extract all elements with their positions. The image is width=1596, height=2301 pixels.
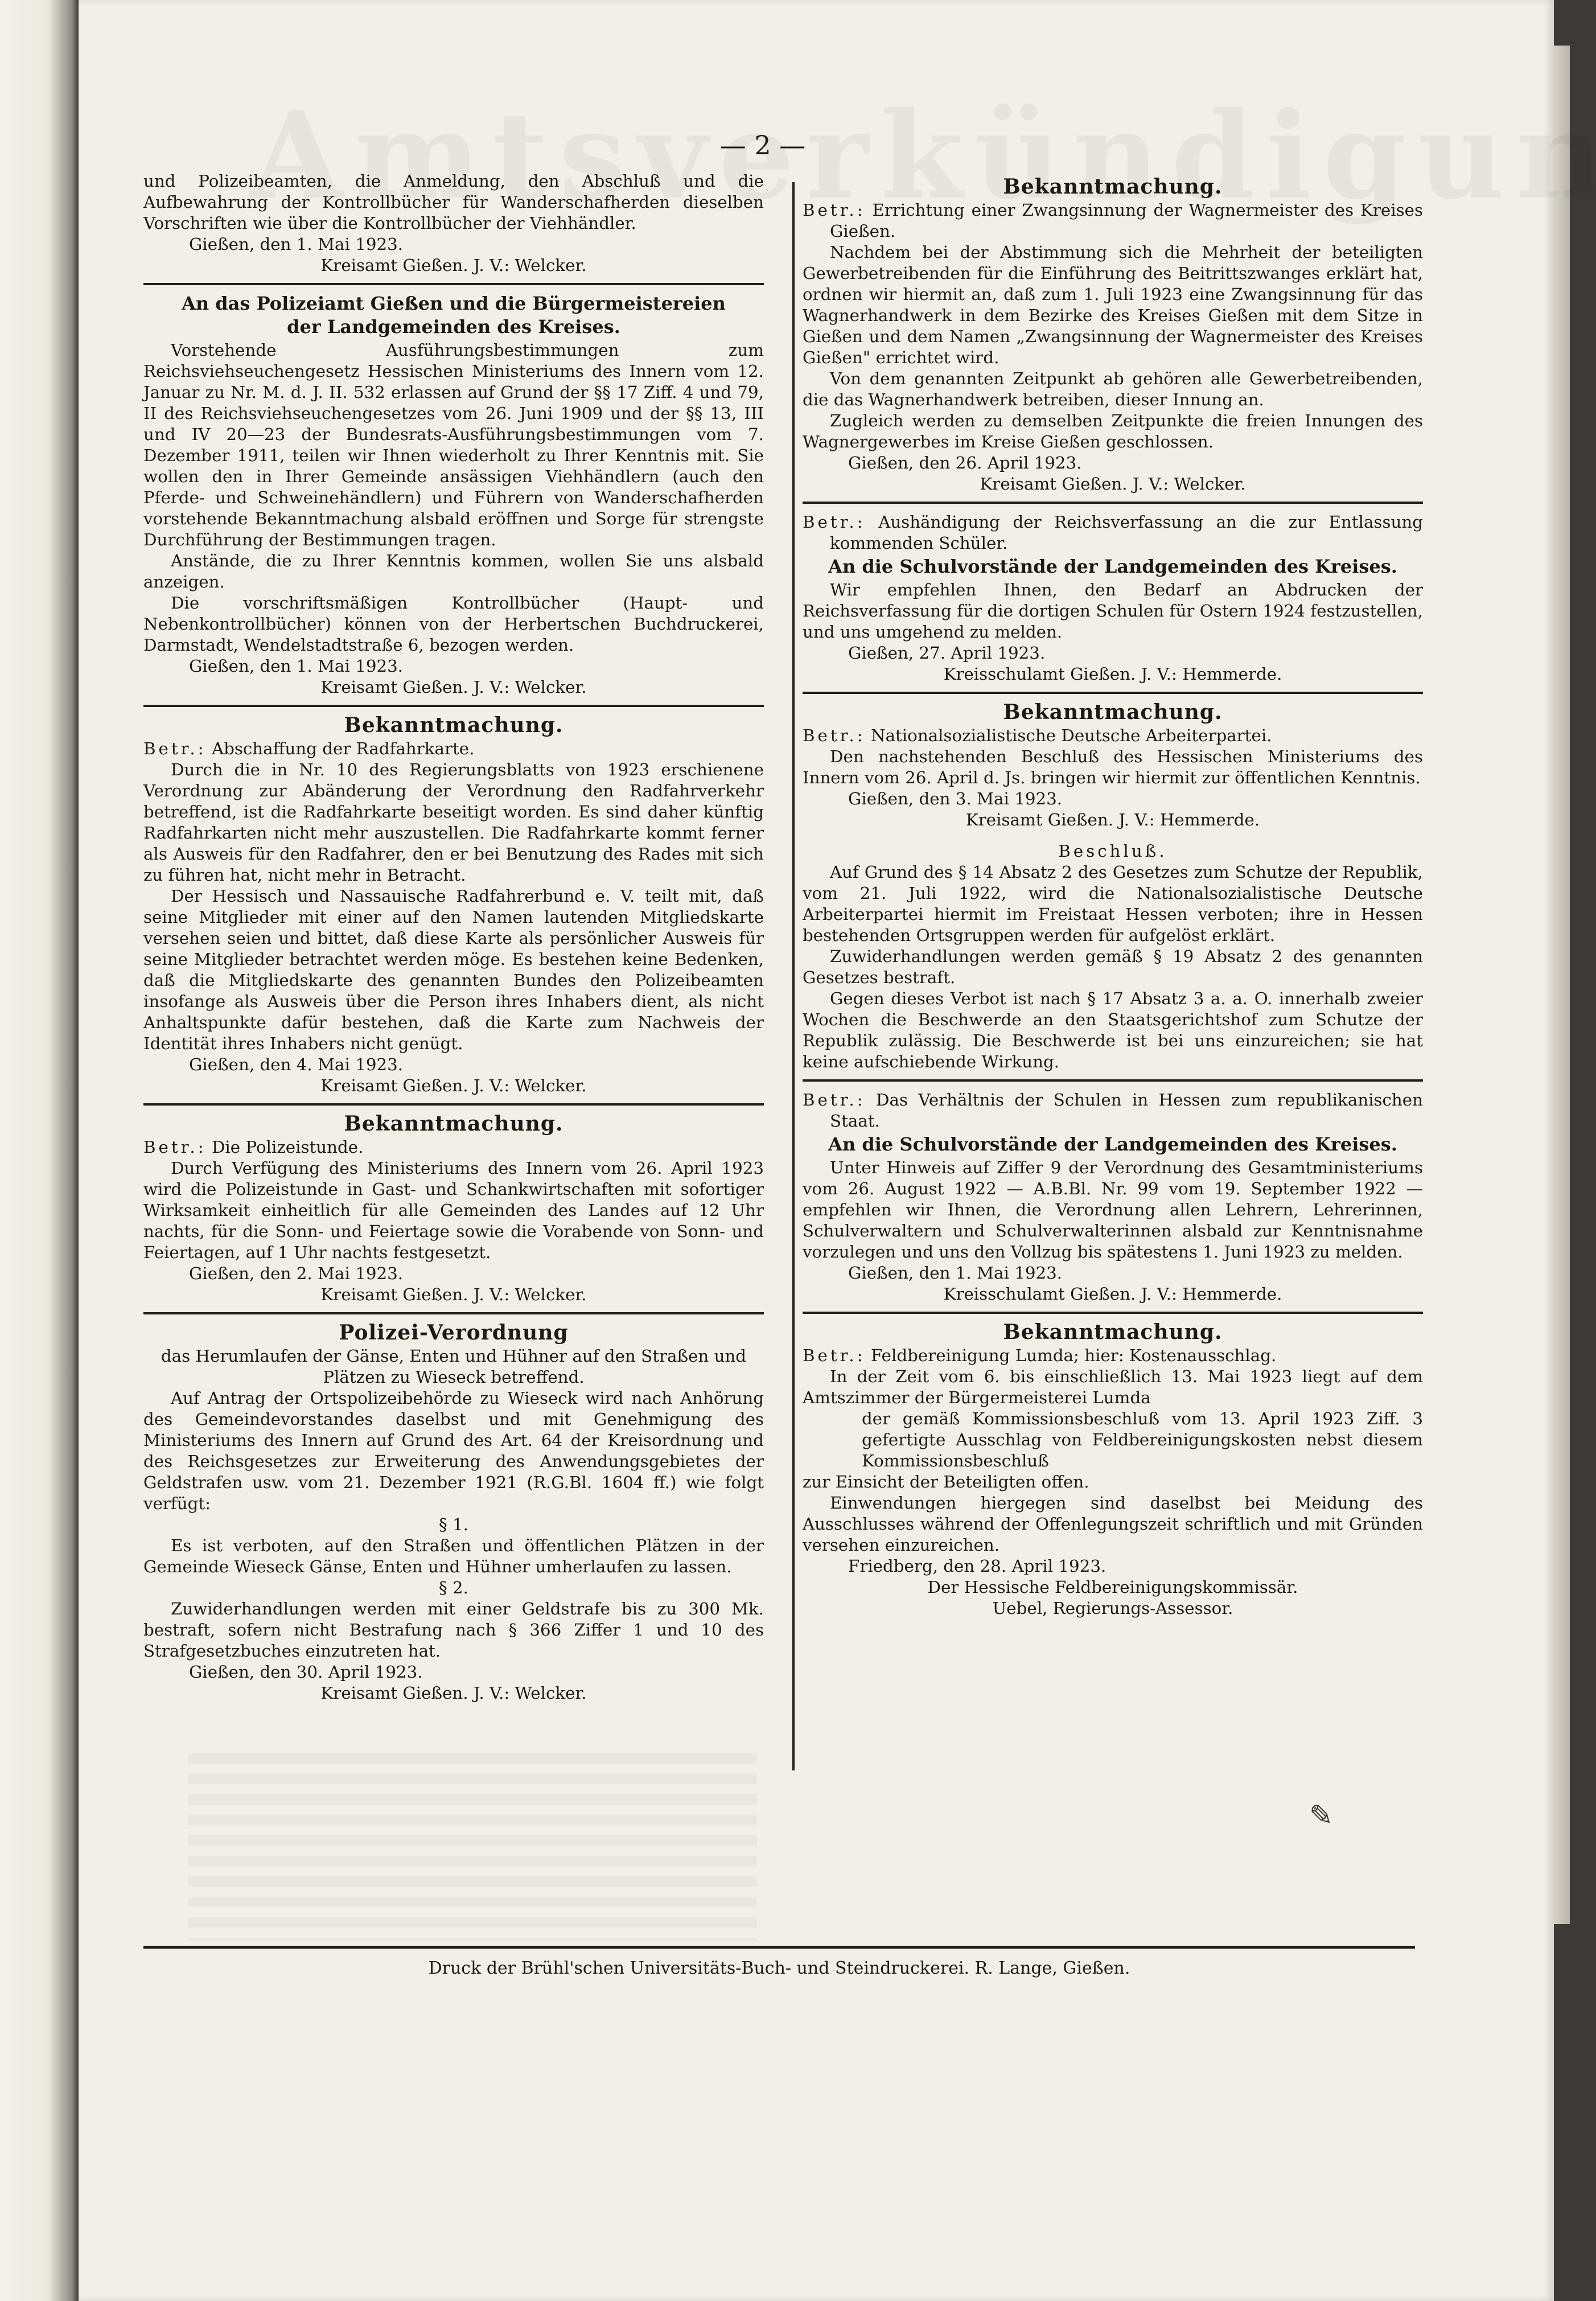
- left-column: [143, 171, 764, 1704]
- notice-subject: [803, 725, 1423, 746]
- notice-signature: Kreisamt Gießen. J. V.: Welcker.: [320, 1076, 587, 1095]
- notice-signature: Kreisamt Gießen. J. V.: Welcker.: [320, 1285, 587, 1304]
- left-notice-radfahrkarte: [143, 715, 764, 1096]
- notice-date: Gießen, den 4. Mai 1923.: [189, 1055, 404, 1074]
- notice-subject: [803, 1345, 1423, 1366]
- notice-subject: [143, 1137, 764, 1158]
- notice-heading: Bekanntmachung.: [344, 713, 563, 737]
- notice-paragraph: Zugleich werden zu demselben Zeitpunkte die freien Innungen des Wagnergewerbes im Kreise Gießen geschlossen.: [803, 411, 1423, 451]
- notice-heading: An die Schulvorstände der Landgemeinden des Kreises.: [828, 1133, 1397, 1155]
- betr-text: Errichtung einer Zwangsinnung der Wagnermeister des Kreises Gießen.: [830, 200, 1423, 241]
- printer-imprint: Druck der Brühl'schen Universitäts-Buch- und Steindruckerei. R. Lange, Gießen.: [428, 1958, 1130, 1978]
- notice-paragraph: zur Einsicht der Beteiligten offen.: [803, 1472, 1089, 1491]
- betr-label: Betr.:: [803, 200, 866, 220]
- betr-label: Betr.:: [803, 1090, 866, 1110]
- notice-signature: Kreisamt Gießen. J. V.: Welcker.: [980, 474, 1246, 494]
- notice-heading-line2: der Landgemeinden des Kreises.: [287, 316, 620, 338]
- divider-rule: [143, 1312, 764, 1314]
- column-divider: [792, 182, 795, 1770]
- divider-rule: [803, 502, 1423, 504]
- notice-paragraph: Zuwiderhandlungen werden gemäß § 19 Absatz 2 des genannten Gesetzes bestraft.: [803, 947, 1423, 987]
- notice-signature: Kreisschulamt Gießen. J. V.: Hemmerde.: [943, 664, 1282, 684]
- notice-paragraph: Anstände, die zu Ihrer Kenntnis kommen, wollen Sie uns alsbald anzeigen.: [143, 551, 764, 591]
- notice-subject: [803, 200, 1423, 242]
- notice-signature-line2: Uebel, Regierungs-Assessor.: [992, 1599, 1233, 1618]
- notice-date: Gießen, den 3. Mai 1923.: [848, 789, 1063, 808]
- notice-paragraph: Von dem genannten Zeitpunkt ab gehören alle Gewerbetreibenden, die das Wagnerhandwerk betreiben, dieser Innung an.: [803, 369, 1423, 409]
- notice-paragraph: Gegen dieses Verbot ist nach § 17 Absatz 3 a. a. O. innerhalb zweier Wochen die Beschwerde an den Staatsgerichtshof zum Schutze der Republik zulässig. Die Beschwerde ist bei uns einzureichen; sie hat keine aufschiebende Wirkung.: [803, 989, 1423, 1071]
- intro-text: und Polizeibeamten, die Anmeldung, den Abschluß und die Aufbewahrung der Kontrollbücher für Wanderschafherden dieselben Vorschriften wie über die Kontrollbücher der Viehhändler.: [143, 171, 764, 233]
- footer-rule: [143, 1946, 1415, 1949]
- left-notice-polizei-verordnung: [143, 1322, 764, 1704]
- section-mark: § 1.: [439, 1515, 468, 1534]
- notice-paragraph: Durch die in Nr. 10 des Regierungsblatts von 1923 erschienene Verordnung zur Abänderung der Verordnung den Radfahrverkehr betreffend, ist die Radfahrkarte beseitigt worden. Es sind daher künftig Radfahrkarten nicht mehr auszustellen. Die Radfahrkarte kommt ferner als Ausweis für den Radfahrer, den er bei Benutzung des Rades mit sich zu führen hat, nicht mehr in Betracht.: [143, 760, 764, 885]
- notice-paragraph: Der Hessisch und Nassauische Radfahrerbund e. V. teilt mit, daß seine Mitglieder mit einer auf den Namen lautenden Mitgliedskarte versehen seien und bittet, daß diese Karte als persönlicher Ausweis für seine Mitglieder betrachtet werden möge. Es bestehen keine Bedenken, daß die Mitgliedskarte des genannten Bundes den Polizeibeamten insofange als Ausweis über die Person ihres Inhabers dient, als nicht Anhaltspunkte dafür bestehen, daß die Karte zum Nachweis der Identität ihres Inhabers nicht genügt.: [143, 886, 764, 1053]
- betr-label: Betr.:: [803, 1346, 866, 1365]
- notice-heading: Bekanntmachung.: [1003, 175, 1223, 199]
- notice-subheading: das Herumlaufen der Gänse, Enten und Hühner auf den Straßen und Plätzen zu Wieseck betreffend.: [161, 1346, 747, 1387]
- divider-rule: [803, 692, 1423, 694]
- notice-paragraph: In der Zeit vom 6. bis einschließlich 13. Mai 1923 liegt auf dem Amtszimmer der Bürgermeisterei Lumda: [803, 1367, 1423, 1407]
- betr-text: Nationalsozialistische Deutsche Arbeiterpartei.: [870, 726, 1272, 745]
- betr-text: Die Polizeistunde.: [211, 1137, 364, 1157]
- notice-heading: Bekanntmachung.: [1003, 1320, 1223, 1344]
- notice-signature-line1: Der Hessische Feldbereinigungskommissär.: [927, 1577, 1298, 1597]
- divider-rule: [803, 1079, 1423, 1082]
- notice-subject: [803, 1090, 1423, 1132]
- left-intro: [143, 171, 764, 276]
- right-notice-reichsverfassung: [803, 512, 1423, 685]
- betr-text: Aushändigung der Reichsverfassung an die zur Entlassung kommenden Schüler.: [830, 512, 1423, 553]
- page-number: — 2 —: [719, 130, 806, 161]
- notice-paragraph: Wir empfehlen Ihnen, den Bedarf an Abdrucken der Reichsverfassung für die dortigen Schulen für Ostern 1924 festzustellen, und uns umgehend zu melden.: [803, 580, 1423, 642]
- notice-paragraph: Auf Antrag der Ortspolizeibehörde zu Wieseck wird nach Anhörung des Gemeindevorstandes daselbst und mit Genehmigung des Ministeriums des Innern auf Grund des Art. 64 der Kreisordnung und des Reichsgesetzes zur Erweiterung des Anwendungsgebietes der Geldstrafen usw. vom 21. Dezember 1921 (R.G.Bl. 1604 ff.) wie folgt verfügt:: [143, 1388, 764, 1513]
- adjacent-page-edge: [0, 0, 80, 2301]
- notice-paragraph: Zuwiderhandlungen werden mit einer Geldstrafe bis zu 300 Mk. bestraft, sofern nicht Bestrafung nach § 366 Ziffer 1 und 10 des Strafgesetzbuches einzutreten hat.: [143, 1599, 764, 1661]
- right-column: [803, 171, 1423, 1619]
- page-stack-edge: [1554, 46, 1570, 1924]
- notice-paragraph: Auf Grund des § 14 Absatz 2 des Gesetzes zum Schutze der Republik, vom 21. Juli 1922, wird die Nationalsozialistische Deutsche Arbeiterpartei hiermit im Freistaat Hessen verboten; ihre in Hessen bestehenden Ortsgruppen werden für aufgelöst erklärt.: [803, 862, 1423, 945]
- pen-mark: ✎: [1309, 1799, 1333, 1832]
- notice-heading: Polizei-Verordnung: [339, 1321, 569, 1345]
- bleed-through-text: [188, 1753, 757, 1941]
- betr-label: Betr.:: [143, 1137, 207, 1157]
- notice-signature: Kreisamt Gießen. J. V.: Hemmerde.: [965, 810, 1260, 829]
- left-notice-polizeiamt: [143, 293, 764, 698]
- divider-rule: [143, 1103, 764, 1106]
- notice-signature: Kreisamt Gießen. J. V.: Welcker.: [320, 677, 587, 697]
- notice-subheading: Beschluß.: [1058, 841, 1167, 861]
- notice-subject: [803, 512, 1423, 554]
- notice-heading: Bekanntmachung.: [1003, 700, 1223, 724]
- notice-date: Gießen, den 26. April 1923.: [848, 453, 1082, 472]
- betr-text: Feldbereinigung Lumda; hier: Kostenausschlag.: [870, 1346, 1277, 1365]
- notice-paragraph: Unter Hinweis auf Ziffer 9 der Verordnung des Gesamtministeriums vom 26. August 1922 — A.B.Bl. Nr. 99 vom 19. September 1922 — empfehlen wir Ihnen, die Verordnung allen Lehrern, Lehrerinnen, Schulverwaltern und Schulverwalterinnen alsbald zur Kenntnisnahme vorzulegen und uns den Vollzug bis spätestens 1. Juni 1923 zu melden.: [803, 1158, 1423, 1262]
- betr-label: Betr.:: [803, 726, 866, 745]
- notice-paragraph: Den nachstehenden Beschluß des Hessischen Ministeriums des Innern vom 26. April d. Js. bringen wir hiermit zur öffentlichen Kenntnis.: [803, 747, 1423, 787]
- notice-date: Gießen, den 2. Mai 1923.: [189, 1264, 404, 1283]
- right-notice-schulen-staat: [803, 1090, 1423, 1305]
- right-notice-zwangsinnung: [803, 176, 1423, 495]
- notice-subject: [143, 738, 764, 759]
- notice-paragraph: Einwendungen hiergegen sind daselbst bei Meidung des Ausschlusses während der Offenlegungszeit schriftlich und mit Gründen versehen einzureichen.: [803, 1493, 1423, 1555]
- notice-paragraph-indented: der gemäß Kommissionsbeschluß vom 13. April 1923 Ziff. 3 gefertigte Ausschlag von Feldbereinigungskosten nebst diesem Kommissionsbeschluß: [862, 1409, 1423, 1470]
- notice-signature: Kreisschulamt Gießen. J. V.: Hemmerde.: [943, 1284, 1282, 1304]
- betr-label: Betr.:: [143, 739, 207, 758]
- right-notice-nsdap: [803, 702, 1423, 1073]
- notice-date: Gießen, den 30. April 1923.: [189, 1662, 423, 1682]
- notice-date: Gießen, den 1. Mai 1923.: [848, 1263, 1063, 1283]
- betr-text: Abschaffung der Radfahrkarte.: [211, 739, 475, 758]
- notice-paragraph: Die vorschriftsmäßigen Kontrollbücher (Haupt- und Nebenkontrollbücher) können von der Herbertschen Buchdruckerei, Darmstadt, Wendelstadtstraße 6, bezogen werden.: [143, 593, 764, 655]
- section-mark: § 2.: [439, 1578, 468, 1597]
- notice-date: Friedberg, den 28. April 1923.: [848, 1556, 1106, 1576]
- notice-heading: Bekanntmachung.: [344, 1112, 563, 1136]
- divider-rule: [803, 1312, 1423, 1314]
- left-notice-polizeistunde: [143, 1113, 764, 1305]
- intro-signature: Kreisamt Gießen. J. V.: Welcker.: [320, 256, 587, 275]
- betr-label: Betr.:: [803, 512, 866, 532]
- notice-paragraph: Es ist verboten, auf den Straßen und öffentlichen Plätzen in der Gemeinde Wieseck Gänse, Enten und Hühner umherlaufen zu lassen.: [143, 1536, 764, 1576]
- right-notice-feldbereinigung: [803, 1322, 1423, 1619]
- notice-paragraph: Vorstehende Ausführungsbestimmungen zum Reichsviehseuchengesetz Hessischen Ministeriums des Innern vom 12. Januar zu Nr. M. d. J. II. 532 erlassen auf Grund der §§ 17 Ziff. 4 und 79, II des Reichsviehseuchengesetzes vom 26. Juni 1909 und der §§ 13, III und IV 20—23 der Bundesrats-Ausführungsbestimmungen vom 7. Dezember 1911, teilen wir Ihnen wiederholt zu Ihrer Kenntnis mit. Sie wollen den in Ihrer Gemeinde ansässigen Viehhändlern (auch den Pferde- und Schweinehändlern) und Führern von Wanderschafherden vorstehende Bekanntmachung alsbald eröffnen und Sorge für strengste Durchführung der Bestimmungen tragen.: [143, 340, 764, 549]
- notice-heading-line1: An das Polizeiamt Gießen und die Bürgermeistereien: [182, 293, 726, 314]
- notice-signature: Kreisamt Gießen. J. V.: Welcker.: [320, 1683, 587, 1703]
- betr-text: Das Verhältnis der Schulen in Hessen zum republikanischen Staat.: [830, 1090, 1423, 1131]
- notice-heading: An die Schulvorstände der Landgemeinden des Kreises.: [828, 556, 1397, 577]
- notice-date: Gießen, den 1. Mai 1923.: [189, 656, 404, 676]
- notice-paragraph: Nachdem bei der Abstimmung sich die Mehrheit der beteiligten Gewerbetreibenden für die Einführung des Beitrittszwanges erklärt hat, ordnen wir hiermit an, daß zum 1. Juli 1923 eine Zwangsinnung für das Wagnerhandwerk in dem Bezirke des Kreises Gießen mit dem Sitze in Gießen und dem Namen „Zwangsinnung der Wagnermeister des Kreises Gießen" errichtet wird.: [803, 243, 1423, 367]
- intro-date: Gießen, den 1. Mai 1923.: [189, 235, 404, 254]
- notice-paragraph: Durch Verfügung des Ministeriums des Innern vom 26. April 1923 wird die Polizeistunde in Gast- und Schankwirtschaften mit sofortiger Wirksamkeit einheitlich für alle Gemeinden des Landes auf 12 Uhr nachts, für die Sonn- und Feiertage sowie die Vorabende von Sonn- und Feiertagen, auf 1 Uhr nachts festgesetzt.: [143, 1158, 764, 1262]
- divider-rule: [143, 705, 764, 707]
- notice-date: Gießen, 27. April 1923.: [848, 643, 1046, 663]
- divider-rule: [143, 283, 764, 285]
